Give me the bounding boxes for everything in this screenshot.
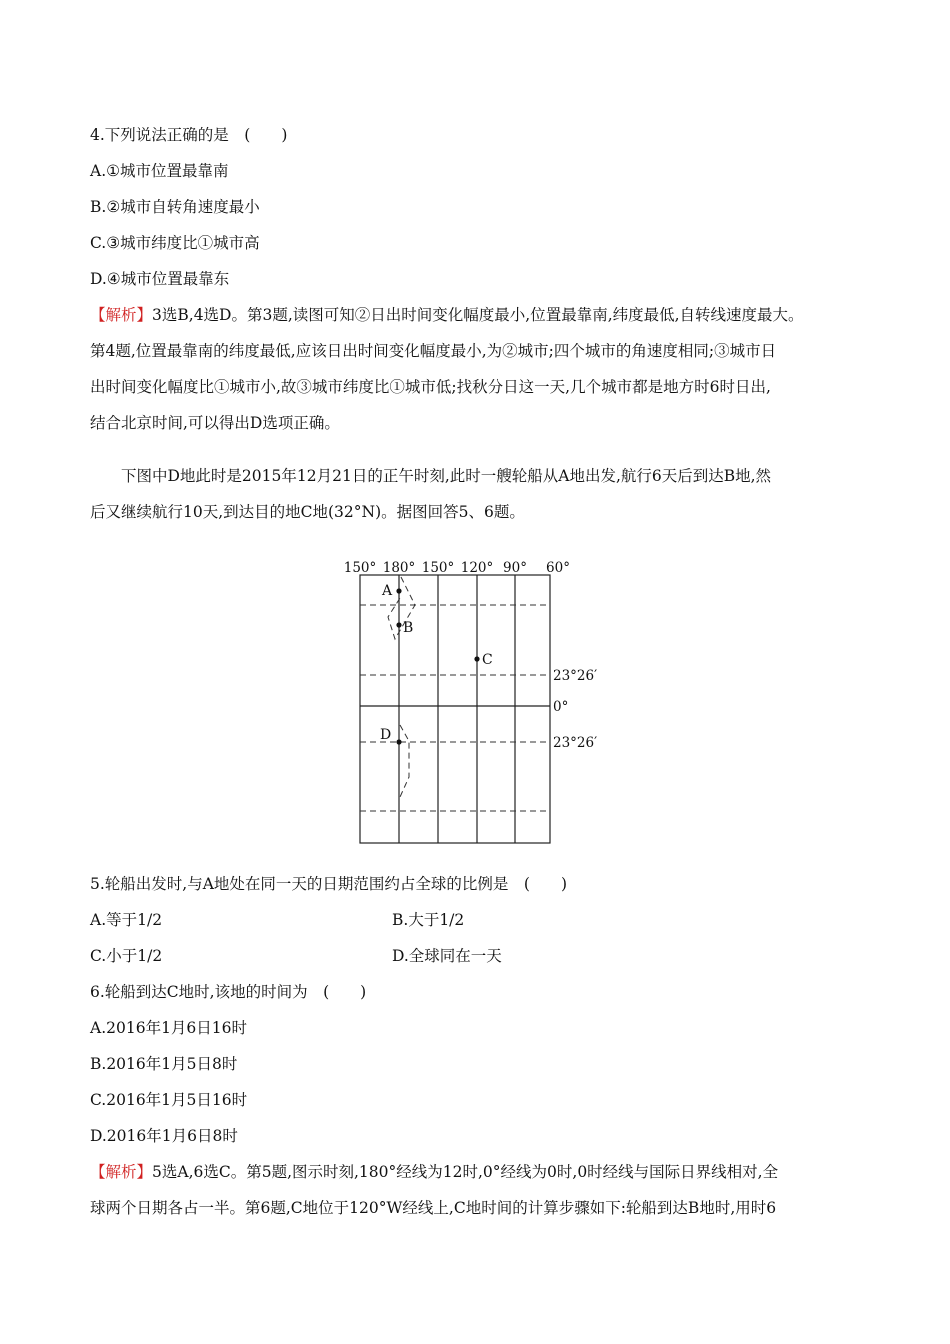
map-frame [360, 575, 550, 843]
analysis-1-line: 第4题,位置最靠南的纬度最低,应该日出时间变化幅度最小,为②城市;四个城市的角速度相同;③城市日 [90, 342, 777, 360]
point-a-dot [396, 588, 401, 593]
point-d-label: D [380, 727, 392, 743]
longitude-label: 60° [546, 560, 570, 576]
latitude-label: 23°26′ [553, 735, 598, 751]
analysis-2-line: 5选A,6选C。第5题,图示时刻,180°经线为12时,0°经线为0时,0时经线与国际日界线相对,全 [152, 1163, 779, 1181]
analysis-2 [90, 1154, 862, 1226]
question-4-option-d: D.④城市位置最靠东 [90, 270, 230, 288]
route-map-figure [340, 555, 620, 850]
longitude-label: 180° [382, 560, 416, 576]
question-4-option-b: B.②城市自转角速度最小 [90, 198, 260, 216]
question-6-option-a: A.2016年1月6日16时 [90, 1019, 248, 1037]
longitude-label: 150° [343, 560, 377, 576]
question-6-option-d: D.2016年1月6日8时 [90, 1127, 238, 1145]
point-c-label: C [482, 652, 493, 668]
question-4-stem: 4.下列说法正确的是 ( ) [90, 126, 288, 144]
longitude-label: 150° [421, 560, 455, 576]
question-5-option-a: A.等于1/2 [90, 911, 163, 929]
analysis-2-line: 球两个日期各占一半。第6题,C地位于120°W经线上,C地时间的计算步骤如下:轮船到达B地时,用时6 [90, 1199, 777, 1217]
point-b-label: B [403, 620, 414, 636]
analysis-1 [90, 297, 862, 441]
date-line-dashed-lower [400, 725, 409, 797]
question-4-option-a: A.①城市位置最靠南 [90, 162, 229, 180]
intro-line: 下图中D地此时是2015年12月21日的正午时刻,此时一艘轮船从A地出发,航行6天后到达B地,然 [90, 467, 772, 485]
point-a-label: A [382, 583, 393, 599]
analysis-tag: 【解析】 [90, 1163, 153, 1181]
latitude-label: 0° [553, 699, 569, 715]
question-4-option-c: C.③城市纬度比①城市高 [90, 234, 260, 252]
analysis-tag: 【解析】 [90, 306, 153, 324]
intro-line: 后又继续航行10天,到达目的地C地(32°N)。据图回答5、6题。 [90, 503, 525, 521]
analysis-1-line: 结合北京时间,可以得出D选项正确。 [90, 414, 340, 432]
point-b-dot [396, 622, 401, 627]
point-d-dot [396, 739, 401, 744]
point-c-dot [474, 656, 479, 661]
analysis-1-line: 3选B,4选D。第3题,读图可知②日出时间变化幅度最小,位置最靠南,纬度最低,自转线速度最大。 [152, 306, 804, 324]
question-6-option-c: C.2016年1月5日16时 [90, 1091, 248, 1109]
question-5-option-d: D.全球同在一天 [392, 947, 502, 965]
intro-paragraph [90, 458, 862, 530]
question-5-option-b: B.大于1/2 [392, 911, 465, 929]
longitude-label: 120° [460, 560, 494, 576]
analysis-1-line: 出时间变化幅度比①城市小,故③城市纬度比①城市低;找秋分日这一天,几个城市都是地方时6时日出, [90, 378, 771, 396]
question-6-option-b: B.2016年1月5日8时 [90, 1055, 238, 1073]
question-5-stem: 5.轮船出发时,与A地处在同一天的日期范围约占全球的比例是 ( ) [90, 875, 568, 893]
longitude-label: 90° [503, 560, 527, 576]
question-5-option-c: C.小于1/2 [90, 947, 163, 965]
latitude-label: 23°26′ [553, 668, 598, 684]
question-6-stem: 6.轮船到达C地时,该地的时间为 ( ) [90, 983, 367, 1001]
